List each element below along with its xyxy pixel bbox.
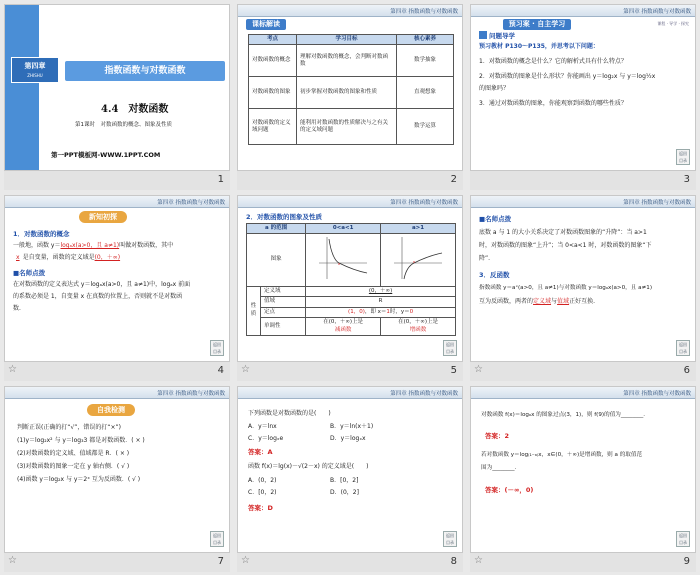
return-button[interactable]: 返回 目录 <box>676 149 690 165</box>
chapter-label: 第四章 指数函数与对数函数 <box>157 391 225 397</box>
header-bar <box>238 5 462 17</box>
table-cell: 数学抽象 <box>397 45 454 77</box>
chapter-label: 第四章 指数函数与对数函数 <box>623 200 691 206</box>
section-tag: 自我检测 <box>87 404 135 416</box>
tip-line: 数. <box>13 305 21 312</box>
table-header: 考点 <box>249 35 297 45</box>
statement: (3)对数函数的图象一定在 y 轴右侧．( √ ) <box>17 463 130 470</box>
answer: 答案：A <box>248 448 273 456</box>
table-header: 0<a<1 <box>306 224 381 234</box>
definition-line-2 <box>13 253 120 262</box>
question-1: 对数函数 f(x)＝logₐx 的图象过点(3，1)，则 f(9)的值为________. <box>481 412 646 418</box>
heading-graph-props: 2．对数函数的图象及性质 <box>246 213 323 221</box>
question-3: 3．通过对数函数的图象，你能观察到函数的哪些性质？ <box>479 100 627 107</box>
slide-4-footer <box>4 362 230 381</box>
page-number: 8 <box>450 556 457 567</box>
nav-tag: 课程 · 导学 · 探究 <box>657 21 689 26</box>
row-label: 图象 <box>247 234 306 286</box>
fill-blank: 值域 <box>557 298 570 305</box>
star-icon: ☆ <box>241 555 250 566</box>
option-c: C．[0，2) <box>248 489 277 496</box>
header-bar <box>471 196 695 208</box>
tip-line: 的系数必须是 1，自变量 x 在真数的位置上，否则就不是对数函 <box>13 293 183 300</box>
text: 在(0，＋∞)上是 <box>398 319 438 326</box>
slide-9[interactable] <box>470 386 696 553</box>
definition-line-1 <box>13 241 173 250</box>
chapter-label: 第四章 指数函数与对数函数 <box>157 200 225 206</box>
title-banner: 指数函数与对数函数 <box>65 61 225 81</box>
return-button[interactable]: 返回 目录 <box>676 340 690 356</box>
slide-7-footer <box>4 553 230 572</box>
tip-line: 底数 a 与 1 的大小关系决定了对数函数图象的“升降”：当 a>1 <box>479 229 647 236</box>
chapter-label: 第四章 指数函数与对数函数 <box>623 9 691 15</box>
option-b: B．[0，2] <box>330 477 359 484</box>
tip-line: 在对数函数的定义表达式 y＝logₐx(a>0，且 a≠1)中，logₐx 前面 <box>13 281 191 288</box>
option-d: D．(0，2] <box>330 489 359 496</box>
header-bar <box>5 196 229 208</box>
table-header: 核心素养 <box>397 35 454 45</box>
option-d: D．y＝logₓx <box>330 435 366 442</box>
fill-blank: logₐx(a>0，且 a≠1) <box>60 242 120 249</box>
tip-line: 时，对数函数的图象“上升”；当 0<a<1 时，对数函数的图象“下 <box>479 242 652 249</box>
return-button[interactable]: 返回 目录 <box>443 340 457 356</box>
option-a: A．y＝lnx <box>248 423 277 430</box>
graph-cell-decreasing <box>306 234 381 286</box>
log-increasing-graph <box>390 235 446 281</box>
answer: 答案：D <box>248 504 273 512</box>
fill-blank: 0 <box>409 308 414 315</box>
slide-2[interactable] <box>237 4 463 171</box>
star-icon: ☆ <box>241 364 250 375</box>
statement: (1)y＝log₂x² 与 y＝log₃3 都是对数函数．( × ) <box>17 437 145 444</box>
page-number: 4 <box>217 365 224 376</box>
section-icon <box>479 31 487 39</box>
text: 互为反函数，两者的 <box>479 298 534 305</box>
monotonicity-decreasing <box>306 318 381 336</box>
inverse-line-1: 指数函数 y＝aˣ(a>0，且 a≠1)与对数函数 y＝logₐx(a>0，且 a≠1) <box>479 285 653 291</box>
statement: (4)函数 y＝log₂x 与 y＝2ˣ 互为反函数．( √ ) <box>17 476 141 483</box>
header-bar <box>5 387 229 399</box>
fill-blank: x <box>16 254 20 261</box>
question-1: 1．对数函数的概念是什么？它的解析式具有什么特点？ <box>479 58 627 65</box>
question-2: 函数 f(x)＝lg(x)－√(2－x) 的定义域是( ) <box>248 463 369 470</box>
slide-8[interactable] <box>237 386 463 553</box>
slide-7[interactable] <box>4 386 230 553</box>
fill-blank: 增函数 <box>409 326 427 333</box>
header-bar <box>471 387 695 399</box>
question-2-cont: 围为________. <box>481 465 517 471</box>
fill-blank: (0，＋∞) <box>94 254 121 261</box>
tip-heading: ■名师点拨 <box>479 215 512 223</box>
option-b: B．y＝ln(x＋1) <box>330 423 374 430</box>
question-1: 下列函数是对数函数的是( ) <box>248 410 331 417</box>
star-icon: ☆ <box>8 364 17 375</box>
header-bar <box>471 5 695 17</box>
table-cell: 能利用对数函数的性质解决与之有关的定义域问题 <box>297 109 397 145</box>
chapter-label: 第四章 指数函数与对数函数 <box>623 391 691 397</box>
lesson-subtitle: 第1课时 对数函数的概念、图象及性质 <box>75 122 173 128</box>
slide-6[interactable] <box>470 195 696 362</box>
log-decreasing-graph <box>315 235 371 281</box>
row-label: 单调性 <box>261 318 306 336</box>
tip-heading: ■名师点拨 <box>13 269 46 277</box>
page-number: 1 <box>217 174 224 185</box>
question-2: 2．对数函数的图象是什么形状？你能画出 y＝log₂x 与 y＝log½x <box>479 73 656 80</box>
chapter-badge <box>11 57 59 83</box>
section-tag: 预习案 · 自主学习 <box>503 19 571 30</box>
star-icon: ☆ <box>474 555 483 566</box>
slide-1[interactable] <box>4 4 230 171</box>
heading: 问题导学 <box>489 32 515 40</box>
table-cell: 对数函数的图象 <box>249 77 297 109</box>
chapter-label: 第四章 指数函数与对数函数 <box>390 391 458 397</box>
option-a: A．(0，2) <box>248 477 277 484</box>
table-cell: 理解对数函数的概念，会判断对数函数 <box>297 45 397 77</box>
chapter-badge-sub: ZHISHU <box>27 73 43 78</box>
intro-text: 预习教材 P130～P135，并思考以下问题： <box>479 43 599 50</box>
domain-value: (0，＋∞) <box>306 286 456 296</box>
chapter-badge-label: 第四章 <box>24 62 46 70</box>
header-bar <box>238 387 462 399</box>
table-cell: 对数函数的概念 <box>249 45 297 77</box>
answer: 答案：(－∞，0) <box>485 486 534 494</box>
star-icon: ☆ <box>8 555 17 566</box>
star-icon: ☆ <box>474 364 483 375</box>
heading-inverse: 3．反函数 <box>479 271 510 279</box>
inverse-line-2 <box>479 297 595 306</box>
header-bar <box>238 196 462 208</box>
slide-9-footer <box>470 553 696 572</box>
slide-2-footer <box>237 171 463 190</box>
answer: 答案：2 <box>485 432 510 440</box>
text: ，即 x＝ <box>364 308 387 315</box>
page-number: 3 <box>683 174 690 185</box>
left-band <box>5 5 39 171</box>
slide-3-footer <box>470 171 696 190</box>
slide-4[interactable] <box>4 195 230 362</box>
text: 叫做对数函数，其中 <box>119 242 174 249</box>
text: 时，y＝ <box>389 308 410 315</box>
objectives-table <box>248 34 454 145</box>
text: 是自变量，函数的定义域是 <box>22 254 95 261</box>
slide-5-footer <box>237 362 463 381</box>
slide-3[interactable] <box>470 4 696 171</box>
slide-6-footer <box>470 362 696 381</box>
slide-1-footer <box>4 171 230 190</box>
section-tag: 课标解读 <box>246 19 286 30</box>
range-value: R <box>306 297 456 307</box>
statement: (2)对数函数的定义域、值域都是 R．( × ) <box>17 450 130 457</box>
text: 在(0，＋∞)上是 <box>323 319 364 326</box>
chapter-label: 第四章 指数函数与对数函数 <box>390 200 458 206</box>
credit-text: 第一PPT模板网-WWW.1PPT.COM <box>51 151 161 159</box>
table-cell: 对数函数的定义域问题 <box>249 109 297 145</box>
row-label: 值域 <box>261 297 306 307</box>
chapter-label: 第四章 指数函数与对数函数 <box>390 9 458 15</box>
text: 与 <box>551 298 558 305</box>
page-number: 7 <box>217 556 224 567</box>
fill-blank: 定义域 <box>533 298 552 305</box>
return-button[interactable]: 返回 目录 <box>210 531 224 547</box>
row-label: 定义域 <box>261 286 306 296</box>
table-cell: 数学运算 <box>397 109 454 145</box>
option-c: C．y＝logₓe <box>248 435 284 442</box>
row-label: 性质 <box>247 286 261 335</box>
slide-5[interactable] <box>237 195 463 362</box>
table-header: a>1 <box>381 224 456 234</box>
table-header: a 的范围 <box>247 224 306 234</box>
monotonicity-increasing <box>381 318 456 336</box>
section-tag: 新知初探 <box>79 211 127 223</box>
slide-8-footer <box>237 553 463 572</box>
page-number: 9 <box>683 556 690 567</box>
table-header: 学习目标 <box>297 35 397 45</box>
table-cell: 初步掌握对数函数的图象和性质 <box>297 77 397 109</box>
page-number: 6 <box>683 365 690 376</box>
text: 正好互换. <box>569 298 595 305</box>
question-2-cont: 的图象吗？ <box>479 85 510 92</box>
fill-blank: 减函数 <box>334 326 352 333</box>
text: 一般地，函数 y＝ <box>13 242 61 249</box>
return-button[interactable]: 返回 目录 <box>443 531 457 547</box>
question-2: 若对数函数 y＝log₍₁₋ₐ₎x，x∈(0，＋∞)是增函数，则 a 的取值范 <box>481 452 643 458</box>
section-title: 4.4 对数函数 <box>101 104 169 115</box>
page-number: 2 <box>450 174 457 185</box>
fill-blank: (1，0) <box>348 308 365 315</box>
page-number: 5 <box>450 365 457 376</box>
heading-concept: 1．对数函数的概念 <box>13 230 70 238</box>
return-button[interactable]: 返回 目录 <box>210 340 224 356</box>
fill-blank: 1 <box>386 308 390 315</box>
tip-line: 降”. <box>479 255 491 262</box>
properties-table <box>246 223 456 336</box>
return-button[interactable]: 返回 目录 <box>676 531 690 547</box>
fixed-point <box>306 307 456 317</box>
table-cell: 直观想象 <box>397 77 454 109</box>
row-label: 定点 <box>261 307 306 317</box>
graph-cell-increasing <box>381 234 456 286</box>
instruction: 判断正误(正确的打“√”，错误的打“×”) <box>17 424 121 431</box>
